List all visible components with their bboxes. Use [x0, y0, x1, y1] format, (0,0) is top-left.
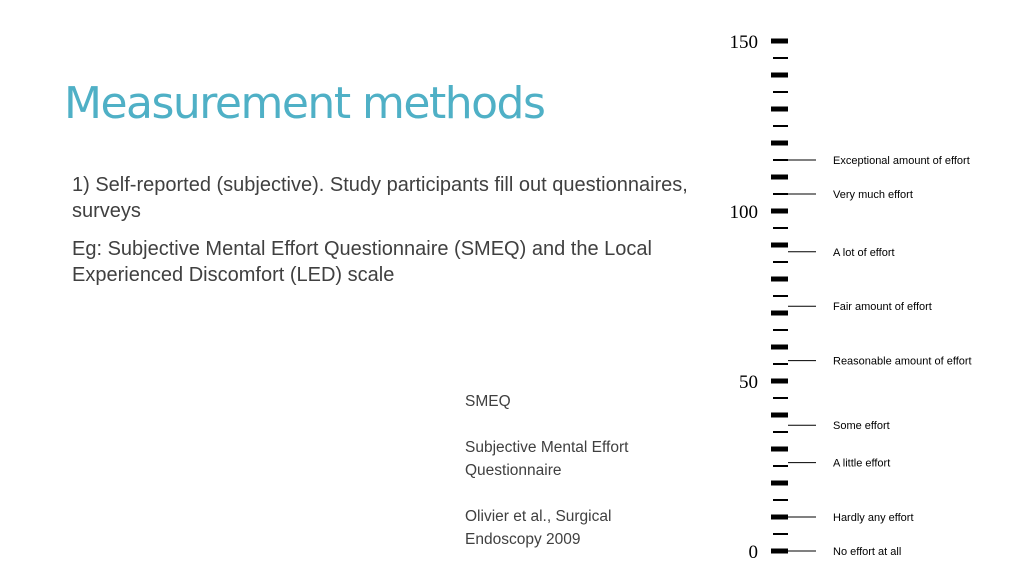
anchor-marker [788, 189, 913, 201]
paragraph-example: Eg: Subjective Mental Effort Questionnaire (SMEQ) and the Local Experienced Discomfort (LED) scale [72, 238, 652, 286]
minor-tick [773, 533, 788, 535]
minor-tick [773, 465, 788, 467]
anchor-marker [788, 420, 890, 432]
major-tick [771, 107, 788, 112]
major-tick [771, 311, 788, 316]
scale-ticks [771, 39, 788, 554]
scale-number: 50 [739, 372, 758, 393]
anchor-label: Exceptional amount of effort [833, 155, 970, 167]
anchor-marker [788, 247, 895, 259]
caption-acronym: SMEQ [465, 393, 511, 410]
anchor-label: No effort at all [833, 546, 902, 558]
caption-full-name: Subjective Mental Effort Questionnaire [465, 439, 629, 479]
minor-tick [773, 91, 788, 93]
major-tick [771, 141, 788, 146]
minor-tick [773, 227, 788, 229]
major-tick [771, 413, 788, 418]
minor-tick [773, 329, 788, 331]
major-tick [771, 549, 788, 554]
minor-tick [773, 397, 788, 399]
major-tick [771, 379, 788, 384]
minor-tick [773, 125, 788, 127]
anchor-marker [788, 155, 970, 167]
anchor-label: Hardly any effort [833, 512, 914, 524]
caption-citation: Olivier et al., Surgical Endoscopy 2009 [465, 508, 612, 548]
anchor-label: A little effort [833, 457, 891, 470]
major-tick [771, 39, 788, 44]
anchor-marker [788, 458, 890, 470]
major-tick [771, 243, 788, 248]
smeq-scale [700, 30, 1010, 560]
anchor-marker [788, 512, 914, 524]
minor-tick [773, 261, 788, 263]
anchor-label: Some effort [833, 420, 890, 433]
scale-number: 0 [748, 542, 758, 560]
major-tick [771, 481, 788, 486]
major-tick [771, 73, 788, 78]
major-tick [771, 277, 788, 282]
major-tick [771, 345, 788, 350]
scale-number: 150 [729, 32, 758, 53]
paragraph-self-reported: 1) Self-reported (subjective). Study participants fill out questionnaires, surveys [72, 174, 688, 222]
minor-tick [773, 431, 788, 433]
major-tick [771, 515, 788, 520]
minor-tick [773, 57, 788, 59]
scale-numbers [730, 32, 759, 560]
minor-tick [773, 159, 788, 161]
anchor-label: Very much effort [833, 189, 913, 201]
minor-tick [773, 363, 788, 365]
minor-tick [773, 499, 788, 501]
anchor-marker [788, 356, 972, 368]
anchor-marker [788, 546, 901, 558]
major-tick [771, 447, 788, 452]
scale-number: 100 [729, 202, 758, 223]
anchor-label: Reasonable amount of effort [833, 355, 972, 368]
body-text [72, 172, 692, 300]
anchor-label: A lot of effort [833, 246, 895, 259]
minor-tick [773, 193, 788, 195]
anchor-marker [788, 301, 932, 313]
minor-tick [773, 295, 788, 297]
figure-caption [465, 390, 685, 551]
major-tick [771, 175, 788, 180]
slide-title: Measurement methods [64, 78, 545, 129]
scale-anchors [788, 155, 972, 558]
major-tick [771, 209, 788, 214]
anchor-label: Fair amount of effort [833, 301, 932, 314]
